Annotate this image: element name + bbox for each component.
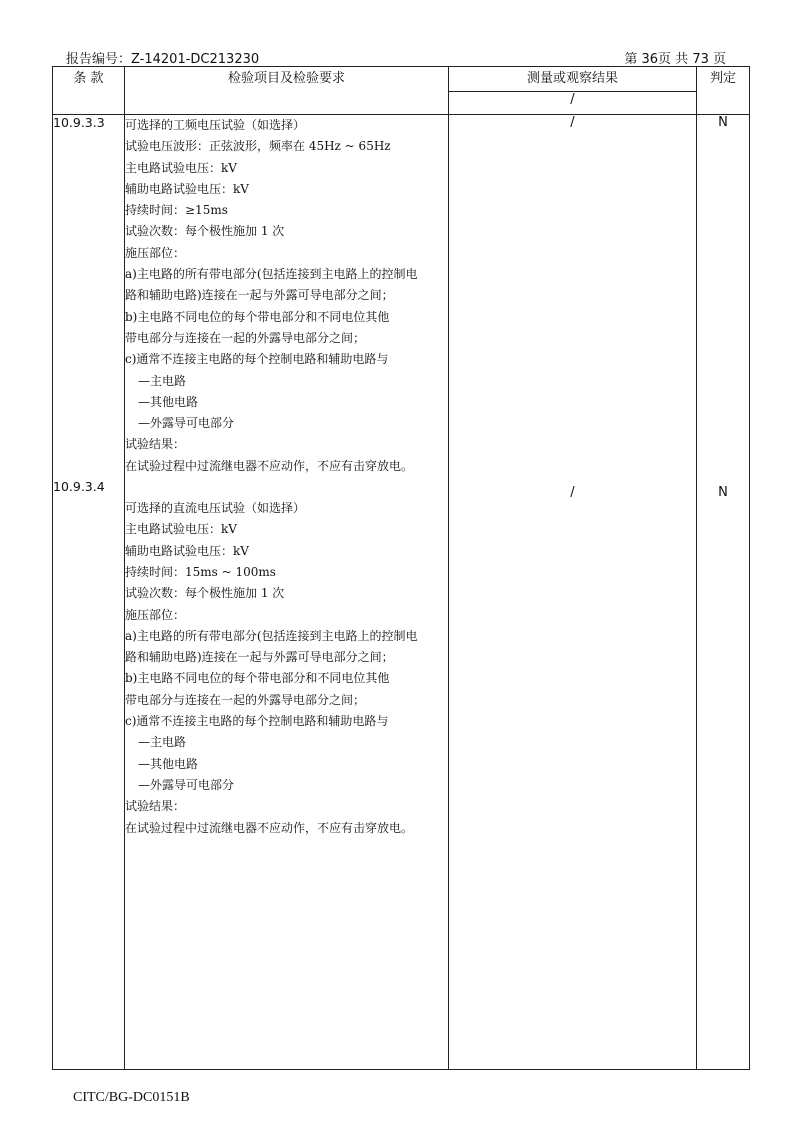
requirement-line: 试验次数：每个极性施加 1 次 bbox=[125, 586, 285, 601]
clause-cell bbox=[53, 115, 125, 1070]
requirement-line: b)主电路不同电位的每个带电部分和不同电位其他 bbox=[125, 309, 390, 324]
verdict-value: N bbox=[718, 485, 728, 500]
requirement-line: 主电路试验电压：kV bbox=[125, 160, 237, 175]
requirement-line: —外露导可电部分 bbox=[138, 416, 235, 431]
clause-id-10-9-3-3: 10.9.3.3 bbox=[53, 115, 105, 130]
requirement-line: 施压部位： bbox=[125, 607, 186, 622]
requirement-line: 试验结果： bbox=[125, 437, 186, 452]
requirement-line: 试验次数：每个极性施加 1 次 bbox=[125, 224, 285, 239]
measure-cell bbox=[449, 115, 697, 1070]
requirement-line: —主电路 bbox=[138, 373, 187, 388]
requirement-line: —其他电路 bbox=[138, 394, 199, 409]
requirement-line: 施压部位： bbox=[125, 245, 186, 260]
clause-requirements bbox=[125, 115, 448, 477]
requirement-line: —主电路 bbox=[138, 735, 187, 750]
inspection-table bbox=[52, 66, 750, 1070]
items-column-header: 检验项目及检验要求 bbox=[125, 67, 449, 115]
measure-column-header: 测量或观察结果 bbox=[449, 67, 697, 92]
form-code-footer: CITC/BG-DC0151B bbox=[73, 1090, 190, 1105]
verdict-column-header: 判定 bbox=[697, 67, 750, 115]
clause-column-header: 条 款 bbox=[53, 67, 125, 115]
requirement-line: c)通常不连接主电路的每个控制电路和辅助电路与 bbox=[125, 714, 389, 729]
measure-result: / bbox=[570, 485, 575, 500]
items-cell bbox=[125, 115, 449, 1070]
requirement-line: 辅助电路试验电压：kV bbox=[125, 543, 249, 558]
requirement-line: 持续时间：≥15ms bbox=[125, 203, 228, 218]
requirement-line: 带电部分与连接在一起的外露导电部分之间； bbox=[125, 692, 366, 707]
requirement-line: a)主电路的所有带电部分(包括连接到主电路上的控制电 bbox=[125, 267, 418, 282]
clause-id-10-9-3-4: 10.9.3.4 bbox=[53, 479, 105, 494]
requirement-line: 可选择的直流电压试验（如选择） bbox=[125, 501, 306, 516]
requirement-line: —外露导可电部分 bbox=[138, 777, 235, 792]
requirement-line: 持续时间：15ms ~ 100ms bbox=[125, 564, 276, 579]
requirement-line: 在试验过程中过流继电器不应动作，不应有击穿放电。 bbox=[125, 820, 414, 835]
requirement-line: —其他电路 bbox=[138, 756, 199, 771]
report-number: 报告编号：Z-14201-DC213230 bbox=[66, 52, 260, 67]
requirement-line: 在试验过程中过流继电器不应动作，不应有击穿放电。 bbox=[125, 458, 414, 473]
requirement-line: 可选择的工频电压试验（如选择） bbox=[125, 118, 306, 132]
requirement-line: b)主电路不同电位的每个带电部分和不同电位其他 bbox=[125, 671, 390, 686]
requirement-line: 路和辅助电路)连接在一起与外露可导电部分之间； bbox=[125, 288, 394, 303]
clause-requirements bbox=[125, 498, 448, 839]
requirement-line: 辅助电路试验电压：kV bbox=[125, 181, 249, 196]
measure-result: / bbox=[570, 115, 575, 130]
requirement-line: a)主电路的所有带电部分(包括连接到主电路上的控制电 bbox=[125, 628, 418, 643]
measure-subheader: / bbox=[449, 92, 697, 115]
verdict-cell bbox=[697, 115, 750, 1070]
requirement-line: 路和辅助电路)连接在一起与外露可导电部分之间； bbox=[125, 650, 394, 665]
requirement-line: 带电部分与连接在一起的外露导电部分之间； bbox=[125, 330, 366, 345]
requirement-line: 主电路试验电压：kV bbox=[125, 522, 237, 537]
requirement-line: 试验结果： bbox=[125, 799, 186, 814]
requirement-line: c)通常不连接主电路的每个控制电路和辅助电路与 bbox=[125, 352, 389, 367]
page-number: 第 36页 共 73 页 bbox=[624, 52, 726, 67]
requirement-line: 试验电压波形：正弦波形，频率在 45Hz ~ 65Hz bbox=[125, 139, 391, 154]
verdict-value: N bbox=[718, 115, 728, 130]
